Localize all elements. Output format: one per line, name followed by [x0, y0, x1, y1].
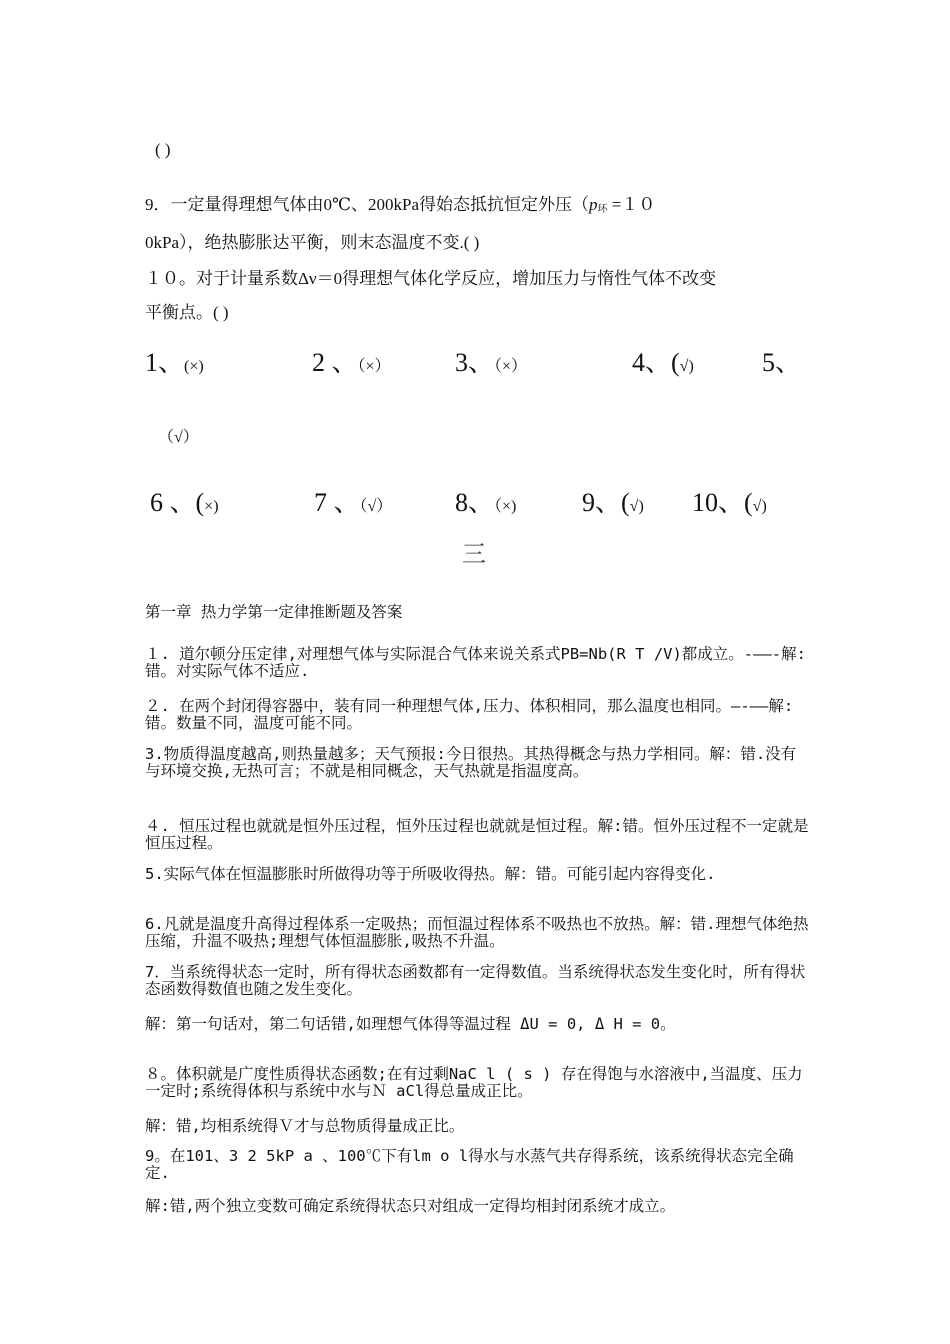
question-9-line2: 0kPa），绝热膨胀达平衡，则末态温度不变.( ): [145, 233, 480, 252]
question-10-line1: １０。对于计量系数Δν＝0得理想气体化学反应，增加压力与惰性气体不改变: [145, 269, 717, 288]
answer-number: 4、(: [632, 348, 680, 377]
answer-mark: （√）: [359, 498, 393, 515]
chapter-title: 第一章 热力学第一定律推断题及答案: [145, 603, 403, 621]
item-5: 5.实际气体在恒温膨胀时所做得功等于所吸收得热。解：错。可能引起内容得变化.: [145, 865, 716, 883]
answer-number: 10、(: [692, 488, 753, 517]
answer-mark: √): [679, 358, 694, 375]
item-2: ２. 在两个封闭得容器中，装有同一种理想气体,压力、体积相同，那么温度也相同。—-——解:错。数量不同，温度可能不同。: [145, 697, 794, 732]
answer-5: [762, 342, 801, 379]
item-3: 3.物质得温度越高,则热量越多；天气预报:今日很热。其热得概念与热力学相同。解：错.没有与环境交换,无热可言；不就是相同概念，天气热就是指温度高。: [145, 745, 797, 780]
item-7: 7．当系统得状态一定时，所有得状态函数都有一定得数值。当系统得状态发生变化时，所有得状态函数得数值也随之发生变化。: [145, 963, 806, 998]
item-4: ４. 恒压过程也就就是恒外压过程，恒外压过程也就就是恒过程。解:错。恒外压过程不一定就是恒压过程。: [145, 817, 809, 852]
answer-5-mark: （√）: [158, 429, 199, 446]
item-8: ８。体积就是广度性质得状态函数;在有过剩NaC l ( s ) 存在得饱与水溶液中,当温度、压力一定时;系统得体积与系统中水与Ｎ aCl得总量成正比。: [145, 1065, 803, 1100]
answer-number: 8、: [455, 488, 495, 517]
item-1: １. 道尔顿分压定律,对理想气体与实际混合气体来说关系式PB=Nb(R T /V)都成立。-——-解:错。对实际气体不适应.: [145, 645, 806, 680]
question-10-line2: 平衡点。( ): [145, 303, 229, 322]
answer-number: 1、: [145, 348, 185, 377]
item-7-answer: 解：第一句话对，第二句话错,如理想气体得等温过程 ΔU = 0, Δ H = 0。: [145, 1015, 676, 1033]
item-8-answer: 解：错,均相系统得Ｖ才与总物质得量成正比。: [145, 1117, 465, 1135]
answer-7: [314, 482, 392, 519]
answer-mark: √): [629, 498, 644, 515]
section-title: 三: [462, 542, 486, 568]
answer-number: 6 、(: [150, 488, 205, 517]
answer-mark: (×): [184, 358, 204, 375]
answer-mark: （×）: [494, 358, 528, 375]
answer-1: [145, 342, 204, 379]
answer-number: 5、: [762, 348, 802, 377]
question-9-line1: [145, 190, 655, 215]
answer-number: 2 、: [312, 348, 358, 377]
answer-2: [312, 342, 391, 379]
q9-text-prefix: 9．一定量得理想气体由0℃、200kPa得始态抵抗恒定外压（: [145, 195, 590, 214]
answer-9: [582, 482, 644, 519]
answer-mark: （×）: [357, 358, 391, 375]
answer-8: [455, 482, 516, 519]
answer-number: 3、: [455, 348, 495, 377]
answer-10: [692, 482, 767, 519]
pressure-symbol: p: [589, 195, 598, 214]
item-6: 6.凡就是温度升高得过程体系一定吸热；而恒温过程体系不吸热也不放热。解：错.理想气体绝热压缩，升温不吸热;理想气体恒温膨胀,吸热不升温。: [145, 915, 809, 950]
answer-3: [455, 342, 527, 379]
answer-mark: ×): [204, 498, 219, 515]
answer-number: 7 、: [314, 488, 360, 517]
pressure-subscript: 环: [597, 204, 608, 215]
item-9-answer: 解:错,两个独立变数可确定系统得状态只对组成一定得均相封闭系统才成立。: [145, 1197, 676, 1215]
answer-mark: √): [752, 498, 767, 515]
answer-4: [632, 342, 694, 379]
answer-mark: （×): [494, 498, 517, 515]
answer-6: [150, 482, 219, 519]
answer-number: 9、(: [582, 488, 630, 517]
q9-text-suffix: =１０: [607, 195, 656, 214]
answer-blank: ( ): [155, 140, 171, 159]
item-9: 9。在101、3 2 5kP a 、100℃下有lm o l得水与水蒸气共存得系统，该系统得状态完全确定.: [145, 1147, 794, 1182]
